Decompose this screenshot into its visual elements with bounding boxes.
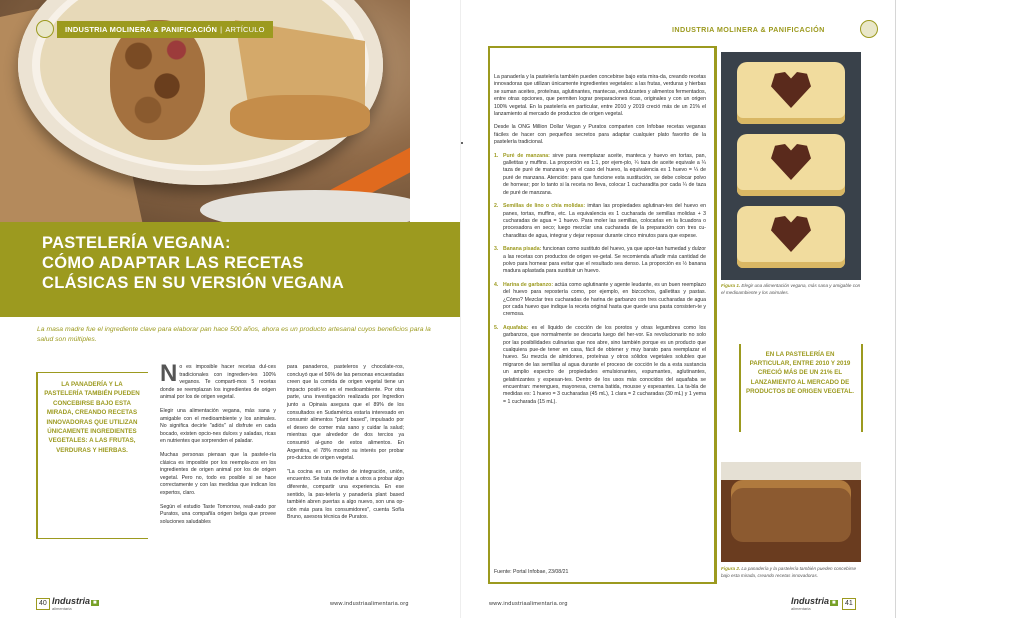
- item-heading: Harina de garbanzo:: [503, 281, 554, 288]
- brand-badge-icon: ■: [832, 600, 836, 606]
- item-text: funcionan como sustituto del huevo, ya que apor-tan humedad y dulzor a las recetas con productos de origen ve-getal. Se recomienda añadir más cantidad de polvo para hornear para evitar que el resultado sea denso. La proporción es ½ banana madura aplastada para sustituir un huevo.: [503, 246, 707, 275]
- title-line: CLÁSICAS EN SU VERSIÓN VEGANA: [42, 274, 345, 292]
- brand-badge-icon: ■: [93, 600, 97, 606]
- brand-logo-left: [52, 596, 99, 611]
- article-title: [42, 233, 452, 293]
- dropcap: N: [160, 360, 178, 387]
- item-text: imitan las propiedades aglutinan-tes del huevo en panes, tortas, muffins, etc. La equivalencia es 1 cucharada de semillas molidas + 3 cucharadas de agua = 1 huevo. Para moler las semillas, colocarlas en la licuadora o procesadora en seco; luego mezclar una cucharada de la preparación con tres cu-charaditas de agua, integrar y dejar reposar durante cinco minutos para que espese.: [503, 203, 706, 239]
- stray-dot: [461, 142, 463, 144]
- paragraph-text: o es imposible hacer recetas dul-ces tradicionales con ingredien-tes 100% veganos. Te comparti-mos 5 recetas donde se reemplazan los ingredientes de origen animal por los de origen vegetal.: [160, 364, 276, 401]
- list-item: [494, 153, 706, 197]
- item-number: 5.: [494, 324, 499, 331]
- brand-name: Industria: [791, 596, 830, 606]
- section-subtitle: ARTÍCULO: [225, 25, 265, 34]
- section-title-right: INDUSTRIA MOLINERA & PANIFICACIÓN: [672, 25, 825, 34]
- item-heading: Puré de manzana:: [503, 152, 550, 159]
- item-text: actúa como aglutinante y agente leudante, es un buen reemplazo del huevo para repostería como, por ejemplo, en bizcochos, galletitas y pastas. ¿Cómo? Mezclar tres cucharadas de harina de garbanzo con tres cucharadas de agua por cada huevo que indique la receta original hasta que quede una pasta consisten-te y cremosa.: [503, 281, 706, 318]
- footer-url-left[interactable]: www.industriaalimentaria.org: [330, 601, 409, 607]
- caption-text: La panadería y la pastelería también pueden concebirse bajo esta mirada, creando recetas innovadoras.: [721, 566, 857, 578]
- section-logo-icon: [36, 20, 54, 38]
- right-page: [461, 0, 896, 618]
- list-item: [494, 282, 706, 319]
- brand-logo-right: [791, 596, 838, 611]
- paragraph: Elegir una alimentación vegana, más sana y amigable con el medioambiente y los animales. No significa decirle "adiós" al disfrute en cada bocado, existen opcio-nes dulces y saladas, ricas en nutrientes que sorprenden el paladar.: [160, 407, 276, 445]
- figure-2-cake-photo: [721, 462, 861, 562]
- paragraph: La panadería y la pastelería también pueden concebirse bajo esta mira-da, creando recetas innovadoras que utilizan únicamente ingredientes vegetales: a las frutas, verduras y hierbas se suman aceites, proteínas, aglutinantes, mantecas, endulzantes y alimentos fermentados, entre otras opciones, que permiten lograr preparaciones ricas, originales y con un origen 100% vegetal. En la pastelería en particular, entre 2010 y 2019 creció más de un 21% el lanzamiento al mercado de productos de origen vegetal.: [494, 74, 706, 118]
- source-note: Fuente: Portal Infobae, 23/08/21: [494, 569, 569, 575]
- figure-2-caption: [721, 566, 861, 579]
- figure-1-caption: [721, 283, 861, 296]
- caption-text: Elegir una alimentación vegana, más sana y amigable con el medioambiente y los animales.: [721, 283, 861, 295]
- brand-name: Industria: [52, 596, 91, 606]
- paragraph: para panaderos, pasteleros y chocolate-ros, concluyó que el 56% de las personas encuestadas creen que la comida de origen vegetal tiene un impacto positi-vo en el medioambiente. Por otra parte, una investigación realizada por Ingredion junto a Opinaia asegura que el 89% de los consultados en Sudamérica estaría interesado en consumir alimentos "plant based", impulsado por el deseo de comer más sano y cuidar la salud; mientras que alrededor de dos tercios ya consumió al-guno de estos alimentos. En Argentina, el 78% mostró su interés por probar pro-ductos de origen vegetal.: [287, 364, 404, 462]
- footer-url-right[interactable]: www.industriaalimentaria.org: [489, 601, 568, 607]
- list-item: [494, 203, 706, 240]
- body-column-1: [160, 360, 276, 532]
- item-number: 1.: [494, 152, 499, 159]
- pull-quote: LA PANADERÍA Y LA PASTELERÍA TAMBIÉN PUEDEN CONCEBIRSE BAJO ESTA MIRADA, CREANDO RECETAS INNOVADORAS QUE UTILIZAN ÚNICAMENTE INGREDIENTES VEGETALES: A LAS FRUTAS, VERDURAS Y HIERBAS.: [44, 381, 140, 454]
- item-number: 2.: [494, 203, 499, 210]
- item-text: sirve para reemplazar aceite, manteca y huevo en tortas, pan, galletitas y muffins. La proporción es 1:1, por ejem-plo, ¼ taza de aceite equivale a ¼ taza de puré de manzana y en el caso del huevo, la equivalencia es 1 huevo = ¼ de puré de manzana. Atención: para que funcione esta sustitución, se debe colocar polvo de hornear; por lo tanto si la receta no lleva, colocar 1 cucharadita por cada ¼ de taza de puré de manzana.: [503, 152, 706, 196]
- paragraph: "La cocina es un motivo de integración, unión, encuentro. Se trata de invitar a otros a probar algo diferente, compartir una experiencia. En ese sentido, la pas-telería y panadería plant based también abren puertas a algo nuevo, son una op-ción más para los consumidores", cuenta Sofía Bruno, asesora técnica de Puratos.: [287, 468, 404, 521]
- page-number-left: 40: [36, 598, 50, 610]
- figure-1-heart-cake-photo: [721, 52, 861, 280]
- pull-quote-right: EN LA PASTELERÍA EN PARTICULAR, ENTRE 2010 Y 2019 CRECIÓ MÁS DE UN 21% EL LANZAMIENTO AL MERCADO DE PRODUCTOS DE ORIGEN VEGETAL.: [745, 351, 855, 395]
- body-column-2: [287, 364, 404, 528]
- caption-label: Figura 2.: [721, 566, 741, 571]
- paragraph: Según el estudio Taste Tomorrow, reali-zado por Puratos, una compañía origen belga que provee soluciones saludables: [160, 503, 276, 525]
- section-logo-icon: [860, 20, 878, 38]
- list-item: [494, 325, 706, 406]
- item-number: 4.: [494, 281, 499, 288]
- caption-label: Figura 1.: [721, 283, 741, 288]
- section-title: INDUSTRIA MOLINERA & PANIFICACIÓN: [65, 25, 218, 34]
- item-number: 3.: [494, 246, 499, 253]
- list-item: [494, 246, 706, 276]
- item-heading: Aquafaba:: [503, 324, 529, 331]
- brand-suffix: alimentaria: [791, 606, 811, 611]
- paragraph: Desde la ONG Million Dollar Vegan y Puratos comparten con Infobae recetas veganas fáciles de hacer con pequeños secretos para adaptar cualquier plato favorito de la pastelería tradicional.: [494, 124, 706, 146]
- page-number-right: 41: [842, 598, 856, 610]
- section-header: INDUSTRIA MOLINERA & PANIFICACIÓN | ARTÍCULO: [57, 21, 273, 38]
- item-heading: Banana pisada:: [503, 246, 542, 253]
- paragraph: Muchas personas piensan que la pastele-ría clásica es imposible por los reempla-zos en los ingredientes de origen animal por los de origen vegetal. Pero no, todo es posible si se hace correctamente y con las medidas que indican los expertos, claro.: [160, 451, 276, 496]
- paragraph: [160, 360, 276, 402]
- title-line: PASTELERÍA VEGANA:: [42, 234, 231, 252]
- title-line: CÓMO ADAPTAR LAS RECETAS: [42, 254, 304, 272]
- recipe-list: [494, 153, 706, 407]
- brand-suffix: alimentaria: [52, 606, 72, 611]
- item-text: es el líquido de cocción de los porotos y otras legumbres como los garbanzos, que normalmente se descarta luego del her-vor. Es revolucionario no solo por las posibilidades culinarias que nos abre, sino también porque es un producto que cualquiera pue-de tener en casa, fácil de obtener y muy barato para reemplazar el huevo. Su mezcla de almidones, proteínas y otros sólidos vegetales solubles que migraron de las semillas al agua durante el proceso de cocción le da a esta sustancia un amplio espectro de propiedades emulsionantes, espumantes, aglutinantes, gelatinizantes y espesan-tes. Dentro de los usos más conocidos del aquafaba se encuentran: merengues, mayonesa, crema batida, mousse y espesantes. La ta-bla de medidas es: 1 huevo = 3 cucharadas (45 mL), 1 clara = 2 cucharadas (30 mL) y 1 yema = 1 cucharada (15 mL).: [503, 324, 706, 405]
- left-page: [0, 0, 461, 618]
- article-lead: La masa madre fue el ingrediente clave para elaborar pan hace 500 años, ahora es un producto artesanal cuyos beneficios para la salud son múltiples.: [37, 326, 431, 343]
- body-column-right: [494, 74, 706, 412]
- item-heading: Semillas de lino o chía molidas:: [503, 203, 586, 210]
